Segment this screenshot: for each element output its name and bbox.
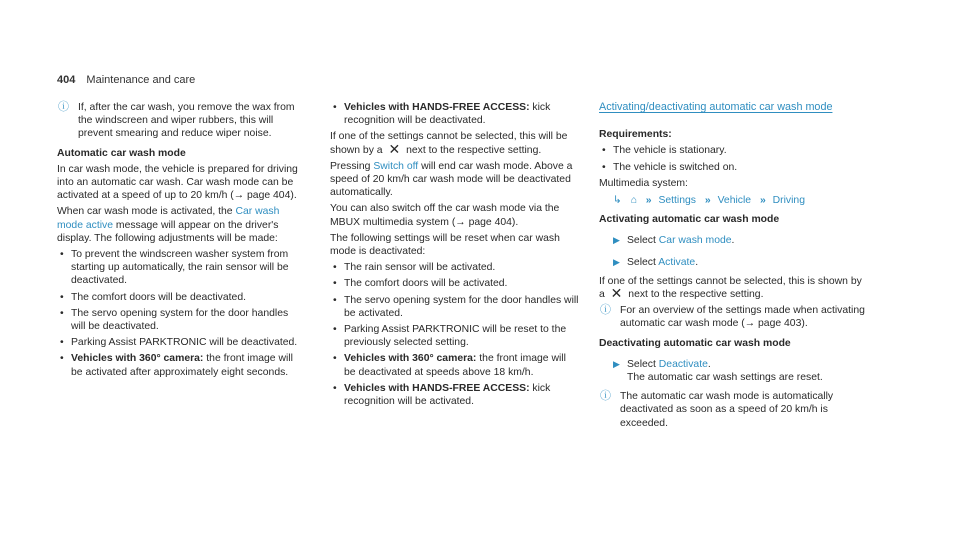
list-item: • Parking Assist PARKTRONIC will be deactivated. [57,336,301,349]
switch-off-label: Switch off [373,160,419,172]
unavailable-x-icon: ✕ [388,140,401,157]
paragraph: If one of the settings cannot be selected, this is shown by a ✕ next to the respective setting. [599,275,862,302]
heading-car-wash-mode: Automatic car wash mode [57,147,186,159]
section-title-car-wash: Activating/deactivating automatic car wash mode [599,101,833,113]
adjustments-list-cont [330,101,580,127]
info-icon: ⓘ [58,101,69,113]
step-select-deactivate: ▶ Select Deactivate. The automatic car wash settings are reset. [599,358,869,384]
menu-path [599,194,869,207]
paragraph: The following settings will be reset when car wash mode is deactivated: [330,232,560,258]
list-item: • The vehicle is switched on. [599,161,869,174]
activate-label: Activate [658,256,696,268]
column-2 [330,101,580,411]
step-select-car-wash-mode: ▶ Select Car wash mode. [613,235,735,247]
column-3 [599,101,869,436]
paragraph: Pressing Switch off will end car wash mode. Above a speed of 20 km/h car wash mode will be deactivated automatically. [330,160,573,199]
list-item: • Vehicles with 360° camera: the front image will be deactivated at speeds above 18 km/h. [330,352,580,378]
requirements-list [599,144,869,173]
page-number: 404 [57,74,76,86]
page-header [57,74,195,87]
list-item: • The comfort doors will be deactivated. [57,291,301,304]
list-item: • The rain sensor will be activated. [330,261,580,274]
display-message-car-wash-active: Car wash mode active [57,206,280,231]
deactivating-heading: Deactivating automatic car wash mode [599,337,791,349]
list-item: • Vehicles with 360° camera: the front image will be activated after approximately eight seconds. [57,352,301,378]
step-result: The automatic car wash settings are reset. [627,372,823,384]
note-wax: ⓘ If, after the car wash, you remove the wax from the windscreen and wiper rubbers, this will prevent smearing and reduce wiper noise. [58,101,295,140]
paragraph: In car wash mode, the vehicle is prepared for driving into an automatic car wash. Car wash mode can be activated at a speed of up to 20 km/h (→ page 404). [57,163,298,202]
path-settings: Settings [658,195,696,207]
column-1 [57,101,301,382]
list-item: • The servo opening system for the door handles will be activated. [330,294,580,320]
note-overview: ⓘ For an overview of the settings made when activating automatic car wash mode (→ page 403). [600,304,865,330]
list-item: • Vehicles with HANDS-FREE ACCESS: kick recognition will be activated. [330,382,580,408]
step-arrow-icon: ▶ [613,358,620,369]
step-arrow-icon: ▶ [613,235,620,246]
path-vehicle: Vehicle [717,195,752,207]
step-arrow-icon: ▶ [613,256,620,267]
deactivate-label: Deactivate [658,358,708,370]
unavailable-x-icon: ✕ [610,285,623,302]
path-driving: Driving [772,195,805,207]
list-item: • The comfort doors will be activated. [330,277,580,290]
list-item: • To prevent the windscreen washer system from starting up automatically, the rain sensor will be deactivated. [57,248,301,288]
paragraph: When car wash mode is activated, the Car wash mode active message will appear on the driver's display. The following adjustments will be made: [57,206,280,244]
car-wash-mode-label: Car wash mode [658,235,732,247]
list-item: • Vehicles with HANDS-FREE ACCESS: kick recognition will be deactivated. [330,101,580,127]
note-auto-deactivate: ⓘ The automatic car wash mode is automatically deactivated as soon as a speed of 20 km/h is exceeded. [600,390,834,429]
paragraph: You can also switch off the car wash mode via the MBUX multimedia system (→ page 404). [330,203,560,228]
home-icon: ⌂ [630,195,637,207]
chevron-right-icon: » [759,195,766,207]
chevron-right-icon: » [704,195,711,207]
multimedia-label: Multimedia system: [599,177,688,189]
info-icon: ⓘ [600,304,611,317]
path-arrow-icon: ↳ [613,195,622,207]
list-item: • The vehicle is stationary. [599,144,869,157]
adjustments-list [57,248,301,379]
reset-list [330,261,580,408]
list-item: • The servo opening system for the door handles will be deactivated. [57,307,301,333]
section-title: Maintenance and care [86,74,196,86]
chevron-right-icon: » [645,195,652,207]
activating-heading: Activating automatic car wash mode [599,214,780,226]
requirements-heading: Requirements: [599,129,672,141]
step-select-activate: ▶ Select Activate. [613,256,699,268]
paragraph: If one of the settings cannot be selected, this will be shown by a ✕ next to the respective setting. [330,131,568,157]
info-icon: ⓘ [600,390,611,403]
list-item: • Parking Assist PARKTRONIC will be reset to the previously selected setting. [330,323,580,349]
